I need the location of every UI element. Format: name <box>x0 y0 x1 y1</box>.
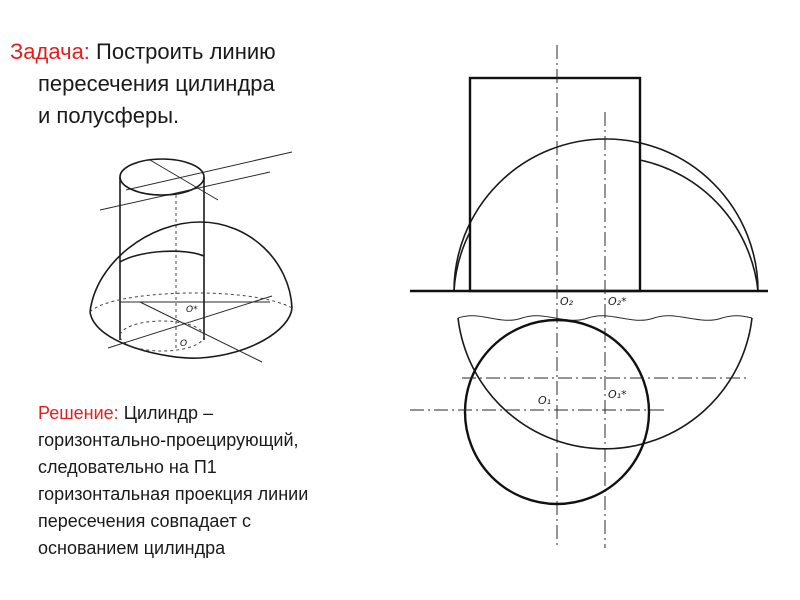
iso-label-o-star: O* <box>186 305 198 315</box>
front-hemisphere-arc-right <box>640 160 758 291</box>
iso-intersection-curve <box>120 251 204 262</box>
orthographic-drawing <box>410 45 768 548</box>
isometric-sketch <box>90 152 292 362</box>
label-o1-star: O₁* <box>608 388 627 401</box>
task-line-2: пересечения цилиндра <box>38 71 275 96</box>
solution-line-3: следовательно на П1 <box>38 457 217 477</box>
solution-line-2: горизонтально-проецирующий, <box>38 430 299 450</box>
solution-label: Решение: <box>38 403 119 423</box>
task-label: Задача: <box>10 39 90 64</box>
front-cylinder <box>470 78 640 291</box>
solution-line-1-text: Цилиндр – <box>118 403 214 423</box>
iso-axis-line <box>108 296 272 348</box>
iso-axis-line <box>126 152 292 190</box>
iso-label-o: O <box>180 339 188 349</box>
solution-line-1 <box>38 400 398 427</box>
solution-text <box>38 400 398 562</box>
iso-axis-line <box>100 172 270 210</box>
solution-line-6: основанием цилиндра <box>38 538 226 558</box>
task-line-1-text: Построить линию <box>89 39 276 64</box>
iso-axis-line <box>150 160 218 200</box>
label-o1: O₁ <box>538 394 552 407</box>
solution-line-5: пересечения совпадает с <box>38 511 252 531</box>
task-line-3: и полусферы. <box>38 103 180 128</box>
label-o2-star: O₂* <box>608 295 627 308</box>
label-o2: O₂ <box>560 295 574 308</box>
iso-cylinder-top <box>120 159 204 195</box>
front-hemisphere-arc <box>454 139 758 291</box>
solution-line-4: горизонтальная проекция линии <box>38 484 309 504</box>
